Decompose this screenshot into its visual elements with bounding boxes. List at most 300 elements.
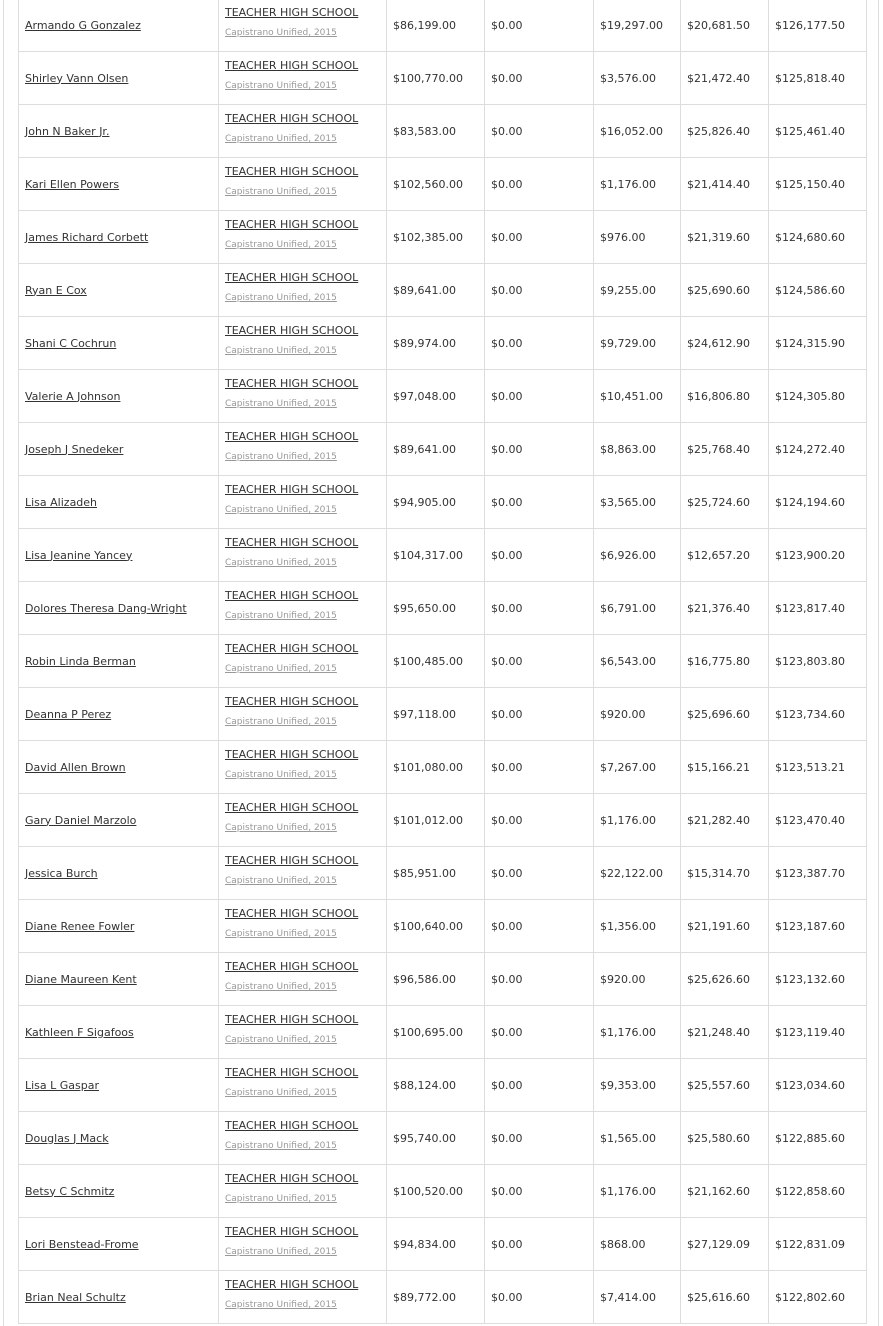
base-pay-cell — [387, 370, 485, 423]
benefits-value: $21,472.40 — [687, 71, 750, 85]
job-cell — [219, 0, 387, 52]
overtime-pay-cell — [485, 1165, 594, 1218]
overtime-pay-cell — [485, 370, 594, 423]
job-title-link[interactable]: TEACHER HIGH SCHOOL — [225, 589, 359, 602]
total-pay-benefits-cell — [769, 1165, 867, 1218]
employee-name-link[interactable]: Brian Neal Schultz — [25, 1290, 126, 1304]
agency-year-link[interactable]: Capistrano Unified, 2015 — [225, 293, 337, 303]
benefits-cell — [681, 1059, 769, 1112]
job-title-link[interactable]: TEACHER HIGH SCHOOL — [225, 536, 359, 549]
base-pay-cell — [387, 158, 485, 211]
benefits-value: $25,690.60 — [687, 283, 750, 297]
agency-year-link[interactable]: Capistrano Unified, 2015 — [225, 1194, 337, 1204]
employee-name-link[interactable]: Lisa Jeanine Yancey — [25, 548, 133, 562]
base-pay-value: $95,740.00 — [393, 1131, 456, 1145]
overtime-pay-value: $0.00 — [491, 1078, 523, 1092]
other-pay-value: $6,926.00 — [600, 548, 656, 562]
name-cell — [19, 317, 219, 370]
job-title-link[interactable]: TEACHER HIGH SCHOOL — [225, 1013, 359, 1026]
name-cell — [19, 1006, 219, 1059]
overtime-pay-value: $0.00 — [491, 389, 523, 403]
base-pay-value: $104,317.00 — [393, 548, 463, 562]
agency-year-link[interactable]: Capistrano Unified, 2015 — [225, 664, 337, 674]
overtime-pay-value: $0.00 — [491, 1290, 523, 1304]
name-cell — [19, 370, 219, 423]
employee-name-link[interactable]: Lisa L Gaspar — [25, 1078, 100, 1092]
overtime-pay-value: $0.00 — [491, 442, 523, 456]
total-pay-benefits-cell — [769, 423, 867, 476]
employee-name-link[interactable]: Kathleen F Sigafoos — [25, 1025, 134, 1039]
overtime-pay-value: $0.00 — [491, 866, 523, 880]
job-title-link[interactable]: TEACHER HIGH SCHOOL — [225, 695, 359, 708]
benefits-cell — [681, 1006, 769, 1059]
overtime-pay-value: $0.00 — [491, 1025, 523, 1039]
job-title-link[interactable]: TEACHER HIGH SCHOOL — [225, 324, 359, 337]
overtime-pay-value: $0.00 — [491, 919, 523, 933]
job-cell — [219, 105, 387, 158]
base-pay-value: $94,834.00 — [393, 1237, 456, 1251]
table-row — [19, 158, 867, 211]
other-pay-cell — [594, 476, 681, 529]
agency-year-link[interactable]: Capistrano Unified, 2015 — [225, 876, 337, 886]
benefits-value: $25,557.60 — [687, 1078, 750, 1092]
job-cell — [219, 1059, 387, 1112]
agency-year-link[interactable]: Capistrano Unified, 2015 — [225, 28, 337, 38]
name-cell — [19, 1059, 219, 1112]
employee-name-link[interactable]: Jessica Burch — [25, 866, 98, 880]
total-pay-benefits-cell — [769, 900, 867, 953]
other-pay-cell — [594, 105, 681, 158]
benefits-value: $12,657.20 — [687, 548, 750, 562]
name-cell — [19, 264, 219, 317]
job-cell — [219, 794, 387, 847]
benefits-cell — [681, 688, 769, 741]
job-title-link[interactable]: TEACHER HIGH SCHOOL — [225, 907, 359, 920]
name-cell — [19, 688, 219, 741]
job-title-link[interactable]: TEACHER HIGH SCHOOL — [225, 377, 359, 390]
benefits-cell — [681, 211, 769, 264]
benefits-value: $25,616.60 — [687, 1290, 750, 1304]
base-pay-cell — [387, 741, 485, 794]
agency-year-link[interactable]: Capistrano Unified, 2015 — [225, 1247, 337, 1257]
overtime-pay-cell — [485, 900, 594, 953]
other-pay-cell — [594, 1006, 681, 1059]
overtime-pay-value: $0.00 — [491, 1237, 523, 1251]
job-title-link[interactable]: TEACHER HIGH SCHOOL — [225, 854, 359, 867]
base-pay-cell — [387, 423, 485, 476]
job-title-link[interactable]: TEACHER HIGH SCHOOL — [225, 1066, 359, 1079]
table-row — [19, 635, 867, 688]
overtime-pay-cell — [485, 423, 594, 476]
overtime-pay-cell — [485, 1059, 594, 1112]
employee-name-link[interactable]: Dolores Theresa Dang-Wright — [25, 601, 187, 615]
total-pay-benefits-value: $123,817.40 — [775, 601, 845, 615]
base-pay-value: $86,199.00 — [393, 18, 456, 32]
benefits-value: $24,612.90 — [687, 336, 750, 350]
total-pay-benefits-value: $123,470.40 — [775, 813, 845, 827]
benefits-value: $21,414.40 — [687, 177, 750, 191]
base-pay-cell — [387, 264, 485, 317]
job-cell — [219, 688, 387, 741]
benefits-cell — [681, 847, 769, 900]
base-pay-cell — [387, 0, 485, 52]
job-cell — [219, 1112, 387, 1165]
base-pay-cell — [387, 953, 485, 1006]
benefits-value: $16,806.80 — [687, 389, 750, 403]
job-title-link[interactable]: TEACHER HIGH SCHOOL — [225, 483, 359, 496]
job-cell — [219, 317, 387, 370]
benefits-cell — [681, 0, 769, 52]
benefits-cell — [681, 370, 769, 423]
total-pay-benefits-cell — [769, 635, 867, 688]
other-pay-cell — [594, 317, 681, 370]
other-pay-cell — [594, 1059, 681, 1112]
overtime-pay-cell — [485, 158, 594, 211]
table-row — [19, 1271, 867, 1324]
other-pay-cell — [594, 370, 681, 423]
benefits-value: $21,282.40 — [687, 813, 750, 827]
overtime-pay-cell — [485, 529, 594, 582]
table-row — [19, 794, 867, 847]
job-title-link[interactable]: TEACHER HIGH SCHOOL — [225, 801, 359, 814]
other-pay-cell — [594, 688, 681, 741]
base-pay-cell — [387, 105, 485, 158]
job-cell — [219, 953, 387, 1006]
other-pay-value: $3,565.00 — [600, 495, 656, 509]
overtime-pay-value: $0.00 — [491, 283, 523, 297]
benefits-cell — [681, 52, 769, 105]
base-pay-cell — [387, 688, 485, 741]
job-cell — [219, 741, 387, 794]
benefits-value: $21,376.40 — [687, 601, 750, 615]
other-pay-value: $1,176.00 — [600, 813, 656, 827]
other-pay-cell — [594, 741, 681, 794]
employee-name-link[interactable]: Kari Ellen Powers — [25, 177, 120, 191]
other-pay-value: $7,267.00 — [600, 760, 656, 774]
benefits-cell — [681, 741, 769, 794]
job-cell — [219, 847, 387, 900]
overtime-pay-cell — [485, 1006, 594, 1059]
employee-name-link[interactable]: Joseph J Snedeker — [25, 442, 124, 456]
other-pay-cell — [594, 953, 681, 1006]
other-pay-value: $9,353.00 — [600, 1078, 656, 1092]
employee-name-link[interactable]: Diane Renee Fowler — [25, 919, 135, 933]
base-pay-value: $96,586.00 — [393, 972, 456, 986]
name-cell — [19, 847, 219, 900]
overtime-pay-cell — [485, 1218, 594, 1271]
other-pay-cell — [594, 794, 681, 847]
table-row — [19, 847, 867, 900]
other-pay-value: $868.00 — [600, 1237, 646, 1251]
total-pay-benefits-value: $124,586.60 — [775, 283, 845, 297]
employee-name-link[interactable]: Lori Benstead-Frome — [25, 1237, 139, 1251]
table-row — [19, 476, 867, 529]
agency-year-link[interactable]: Capistrano Unified, 2015 — [225, 240, 337, 250]
job-title-link[interactable]: TEACHER HIGH SCHOOL — [225, 112, 359, 125]
overtime-pay-cell — [485, 105, 594, 158]
benefits-cell — [681, 794, 769, 847]
agency-year-link[interactable]: Capistrano Unified, 2015 — [225, 982, 337, 992]
agency-year-link[interactable]: Capistrano Unified, 2015 — [225, 452, 337, 462]
benefits-cell — [681, 1218, 769, 1271]
job-title-link[interactable]: TEACHER HIGH SCHOOL — [225, 1119, 359, 1132]
agency-year-link[interactable]: Capistrano Unified, 2015 — [225, 1035, 337, 1045]
overtime-pay-value: $0.00 — [491, 972, 523, 986]
benefits-value: $21,162.60 — [687, 1184, 750, 1198]
benefits-value: $25,696.60 — [687, 707, 750, 721]
other-pay-cell — [594, 1218, 681, 1271]
table-row — [19, 1112, 867, 1165]
benefits-value: $27,129.09 — [687, 1237, 750, 1251]
job-cell — [219, 476, 387, 529]
name-cell — [19, 423, 219, 476]
job-title-link[interactable]: TEACHER HIGH SCHOOL — [225, 748, 359, 761]
employee-name-link[interactable]: Deanna P Perez — [25, 707, 112, 721]
job-cell — [219, 211, 387, 264]
total-pay-benefits-value: $122,885.60 — [775, 1131, 845, 1145]
employee-name-link[interactable]: Betsy C Schmitz — [25, 1184, 115, 1198]
overtime-pay-value: $0.00 — [491, 601, 523, 615]
job-title-link[interactable]: TEACHER HIGH SCHOOL — [225, 59, 359, 72]
job-cell — [219, 1006, 387, 1059]
total-pay-benefits-value: $125,461.40 — [775, 124, 845, 138]
total-pay-benefits-value: $123,387.70 — [775, 866, 845, 880]
benefits-cell — [681, 1112, 769, 1165]
job-cell — [219, 158, 387, 211]
other-pay-value: $19,297.00 — [600, 18, 663, 32]
job-title-link[interactable]: TEACHER HIGH SCHOOL — [225, 218, 359, 231]
overtime-pay-cell — [485, 953, 594, 1006]
other-pay-value: $920.00 — [600, 707, 646, 721]
overtime-pay-cell — [485, 847, 594, 900]
benefits-cell — [681, 423, 769, 476]
other-pay-cell — [594, 158, 681, 211]
job-title-link[interactable]: TEACHER HIGH SCHOOL — [225, 430, 359, 443]
salary-table — [18, 0, 867, 1324]
total-pay-benefits-cell — [769, 794, 867, 847]
employee-name-link[interactable]: James Richard Corbett — [25, 230, 149, 244]
total-pay-benefits-cell — [769, 0, 867, 52]
total-pay-benefits-cell — [769, 105, 867, 158]
agency-year-link[interactable]: Capistrano Unified, 2015 — [225, 558, 337, 568]
total-pay-benefits-value: $125,818.40 — [775, 71, 845, 85]
other-pay-value: $9,729.00 — [600, 336, 656, 350]
benefits-value: $15,166.21 — [687, 760, 750, 774]
total-pay-benefits-cell — [769, 953, 867, 1006]
employee-name-link[interactable]: Shani C Cochrun — [25, 336, 117, 350]
overtime-pay-cell — [485, 1112, 594, 1165]
benefits-value: $21,319.60 — [687, 230, 750, 244]
table-row — [19, 370, 867, 423]
base-pay-cell — [387, 1165, 485, 1218]
total-pay-benefits-cell — [769, 52, 867, 105]
benefits-cell — [681, 105, 769, 158]
agency-year-link[interactable]: Capistrano Unified, 2015 — [225, 717, 337, 727]
employee-name-link[interactable]: John N Baker Jr. — [25, 124, 110, 138]
agency-year-link[interactable]: Capistrano Unified, 2015 — [225, 81, 337, 91]
name-cell — [19, 794, 219, 847]
benefits-cell — [681, 476, 769, 529]
other-pay-value: $976.00 — [600, 230, 646, 244]
agency-year-link[interactable]: Capistrano Unified, 2015 — [225, 187, 337, 197]
table-row — [19, 900, 867, 953]
benefits-cell — [681, 900, 769, 953]
base-pay-value: $97,118.00 — [393, 707, 456, 721]
other-pay-cell — [594, 1271, 681, 1324]
job-cell — [219, 52, 387, 105]
base-pay-cell — [387, 1271, 485, 1324]
employee-name-link[interactable]: Lisa Alizadeh — [25, 495, 98, 509]
base-pay-value: $101,012.00 — [393, 813, 463, 827]
agency-year-link[interactable]: Capistrano Unified, 2015 — [225, 505, 337, 515]
total-pay-benefits-cell — [769, 476, 867, 529]
total-pay-benefits-value: $126,177.50 — [775, 18, 845, 32]
base-pay-value: $95,650.00 — [393, 601, 456, 615]
job-title-link[interactable]: TEACHER HIGH SCHOOL — [225, 6, 359, 19]
benefits-cell — [681, 1165, 769, 1218]
base-pay-cell — [387, 635, 485, 688]
job-title-link[interactable]: TEACHER HIGH SCHOOL — [225, 165, 359, 178]
name-cell — [19, 635, 219, 688]
base-pay-cell — [387, 1059, 485, 1112]
table-row — [19, 1006, 867, 1059]
agency-year-link[interactable]: Capistrano Unified, 2015 — [225, 823, 337, 833]
total-pay-benefits-value: $124,315.90 — [775, 336, 845, 350]
other-pay-value: $1,565.00 — [600, 1131, 656, 1145]
agency-year-link[interactable]: Capistrano Unified, 2015 — [225, 399, 337, 409]
total-pay-benefits-cell — [769, 582, 867, 635]
overtime-pay-value: $0.00 — [491, 707, 523, 721]
base-pay-value: $100,485.00 — [393, 654, 463, 668]
job-cell — [219, 264, 387, 317]
base-pay-value: $100,770.00 — [393, 71, 463, 85]
job-title-link[interactable]: TEACHER HIGH SCHOOL — [225, 1225, 359, 1238]
total-pay-benefits-value: $123,803.80 — [775, 654, 845, 668]
name-cell — [19, 582, 219, 635]
job-title-link[interactable]: TEACHER HIGH SCHOOL — [225, 642, 359, 655]
overtime-pay-cell — [485, 794, 594, 847]
job-cell — [219, 529, 387, 582]
overtime-pay-value: $0.00 — [491, 548, 523, 562]
benefits-cell — [681, 635, 769, 688]
employee-name-link[interactable]: Diane Maureen Kent — [25, 972, 137, 986]
overtime-pay-value: $0.00 — [491, 760, 523, 774]
total-pay-benefits-value: $124,680.60 — [775, 230, 845, 244]
total-pay-benefits-cell — [769, 1059, 867, 1112]
base-pay-cell — [387, 529, 485, 582]
name-cell — [19, 0, 219, 52]
total-pay-benefits-cell — [769, 1218, 867, 1271]
employee-name-link[interactable]: Valerie A Johnson — [25, 389, 121, 403]
job-title-link[interactable]: TEACHER HIGH SCHOOL — [225, 271, 359, 284]
agency-year-link[interactable]: Capistrano Unified, 2015 — [225, 1088, 337, 1098]
name-cell — [19, 900, 219, 953]
base-pay-cell — [387, 900, 485, 953]
agency-year-link[interactable]: Capistrano Unified, 2015 — [225, 611, 337, 621]
benefits-cell — [681, 317, 769, 370]
total-pay-benefits-cell — [769, 158, 867, 211]
base-pay-cell — [387, 52, 485, 105]
agency-year-link[interactable]: Capistrano Unified, 2015 — [225, 929, 337, 939]
other-pay-value: $8,863.00 — [600, 442, 656, 456]
total-pay-benefits-cell — [769, 741, 867, 794]
name-cell — [19, 105, 219, 158]
name-cell — [19, 529, 219, 582]
overtime-pay-value: $0.00 — [491, 230, 523, 244]
overtime-pay-value: $0.00 — [491, 1184, 523, 1198]
base-pay-cell — [387, 794, 485, 847]
base-pay-value: $102,560.00 — [393, 177, 463, 191]
overtime-pay-cell — [485, 0, 594, 52]
benefits-cell — [681, 1271, 769, 1324]
benefits-cell — [681, 953, 769, 1006]
name-cell — [19, 158, 219, 211]
table-row — [19, 0, 867, 52]
overtime-pay-cell — [485, 476, 594, 529]
base-pay-value: $101,080.00 — [393, 760, 463, 774]
agency-year-link[interactable]: Capistrano Unified, 2015 — [225, 134, 337, 144]
job-cell — [219, 1165, 387, 1218]
job-cell — [219, 423, 387, 476]
total-pay-benefits-value: $123,034.60 — [775, 1078, 845, 1092]
benefits-value: $21,191.60 — [687, 919, 750, 933]
agency-year-link[interactable]: Capistrano Unified, 2015 — [225, 1300, 337, 1310]
agency-year-link[interactable]: Capistrano Unified, 2015 — [225, 346, 337, 356]
employee-name-link[interactable]: Robin Linda Berman — [25, 654, 136, 668]
overtime-pay-cell — [485, 211, 594, 264]
benefits-value: $25,724.60 — [687, 495, 750, 509]
other-pay-value: $6,543.00 — [600, 654, 656, 668]
name-cell — [19, 211, 219, 264]
employee-name-link[interactable]: Armando G Gonzalez — [25, 18, 141, 32]
overtime-pay-value: $0.00 — [491, 654, 523, 668]
employee-name-link[interactable]: Ryan E Cox — [25, 283, 87, 297]
job-title-link[interactable]: TEACHER HIGH SCHOOL — [225, 960, 359, 973]
employee-name-link[interactable]: Douglas J Mack — [25, 1131, 109, 1145]
other-pay-value: $7,414.00 — [600, 1290, 656, 1304]
job-title-link[interactable]: TEACHER HIGH SCHOOL — [225, 1172, 359, 1185]
job-title-link[interactable]: TEACHER HIGH SCHOOL — [225, 1278, 359, 1291]
agency-year-link[interactable]: Capistrano Unified, 2015 — [225, 770, 337, 780]
base-pay-value: $89,641.00 — [393, 442, 456, 456]
benefits-cell — [681, 264, 769, 317]
base-pay-cell — [387, 1006, 485, 1059]
benefits-value: $16,775.80 — [687, 654, 750, 668]
base-pay-value: $83,583.00 — [393, 124, 456, 138]
table-row — [19, 1059, 867, 1112]
employee-name-link[interactable]: Shirley Vann Olsen — [25, 71, 129, 85]
base-pay-value: $100,695.00 — [393, 1025, 463, 1039]
overtime-pay-value: $0.00 — [491, 177, 523, 191]
other-pay-value: $6,791.00 — [600, 601, 656, 615]
total-pay-benefits-cell — [769, 1006, 867, 1059]
employee-name-link[interactable]: David Allen Brown — [25, 760, 126, 774]
other-pay-cell — [594, 423, 681, 476]
benefits-cell — [681, 582, 769, 635]
table-row — [19, 1218, 867, 1271]
table-row — [19, 688, 867, 741]
other-pay-cell — [594, 582, 681, 635]
total-pay-benefits-cell — [769, 211, 867, 264]
base-pay-value: $89,772.00 — [393, 1290, 456, 1304]
name-cell — [19, 1218, 219, 1271]
other-pay-cell — [594, 211, 681, 264]
employee-name-link[interactable]: Gary Daniel Marzolo — [25, 813, 137, 827]
agency-year-link[interactable]: Capistrano Unified, 2015 — [225, 1141, 337, 1151]
benefits-value: $15,314.70 — [687, 866, 750, 880]
table-row — [19, 211, 867, 264]
overtime-pay-cell — [485, 1271, 594, 1324]
